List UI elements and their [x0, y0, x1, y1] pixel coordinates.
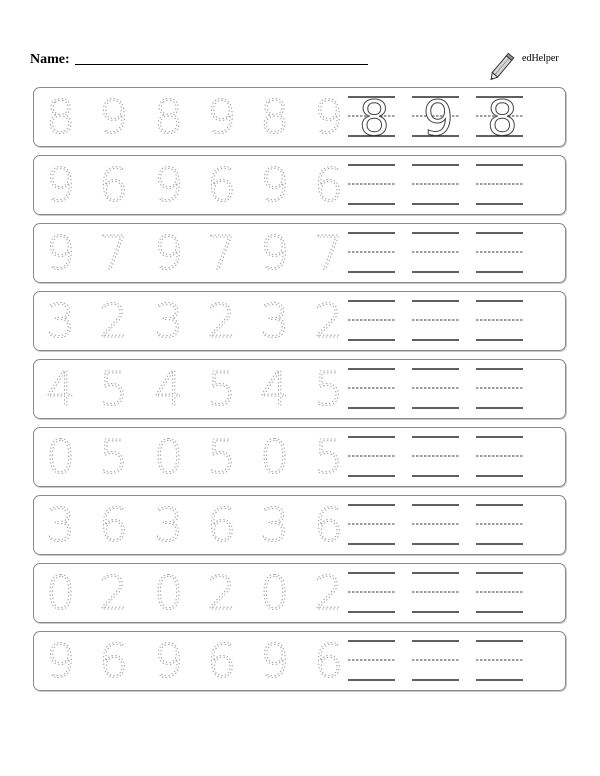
- brand-label: edHelper: [522, 53, 559, 64]
- trace-digit: 9: [46, 158, 76, 212]
- name-label: Name:: [30, 52, 70, 67]
- trace-digit: 2: [99, 294, 129, 348]
- trace-digit: 4: [154, 362, 184, 416]
- trace-digit: 9: [260, 226, 290, 280]
- tracing-row: [33, 87, 566, 147]
- trace-digit: 5: [314, 430, 344, 484]
- example-digit: 8: [359, 91, 390, 146]
- trace-digit: 6: [99, 498, 129, 552]
- writing-box[interactable]: [348, 505, 395, 544]
- tracing-row: [33, 155, 566, 215]
- tracing-row-graphic: [34, 224, 565, 282]
- trace-digit: 6: [99, 634, 129, 688]
- writing-box[interactable]: [348, 301, 395, 340]
- trace-digit: 2: [314, 566, 344, 620]
- tracing-row-graphic: [34, 564, 565, 622]
- writing-box[interactable]: [476, 165, 523, 204]
- writing-box[interactable]: [348, 641, 395, 680]
- trace-digit: 5: [99, 362, 129, 416]
- writing-box[interactable]: [348, 91, 395, 146]
- trace-digit: 6: [314, 498, 344, 552]
- writing-box[interactable]: [348, 369, 395, 408]
- trace-digit: 3: [260, 294, 290, 348]
- trace-digit: 3: [154, 498, 184, 552]
- trace-digit: 3: [46, 498, 76, 552]
- writing-box[interactable]: [412, 641, 459, 680]
- trace-digit: 6: [207, 498, 237, 552]
- tracing-row-graphic: [34, 88, 565, 146]
- writing-box[interactable]: [412, 573, 459, 612]
- writing-box[interactable]: [348, 573, 395, 612]
- tracing-row-graphic: [34, 496, 565, 554]
- trace-digit: 5: [207, 362, 237, 416]
- trace-digit: 5: [207, 430, 237, 484]
- trace-digit: 6: [207, 634, 237, 688]
- writing-box[interactable]: [412, 437, 459, 476]
- trace-digit: 0: [154, 566, 184, 620]
- worksheet-header: [30, 46, 570, 86]
- writing-box[interactable]: [476, 91, 523, 146]
- trace-digit: 7: [314, 226, 344, 280]
- writing-box[interactable]: [348, 233, 395, 272]
- trace-digit: 8: [46, 90, 76, 144]
- writing-box[interactable]: [476, 233, 523, 272]
- tracing-row: [33, 223, 566, 283]
- tracing-row-graphic: [34, 360, 565, 418]
- trace-digit: 5: [314, 362, 344, 416]
- writing-box[interactable]: [476, 505, 523, 544]
- trace-digit: 7: [207, 226, 237, 280]
- trace-digit: 6: [207, 158, 237, 212]
- writing-box[interactable]: [412, 301, 459, 340]
- trace-digit: 0: [154, 430, 184, 484]
- tracing-row: [33, 359, 566, 419]
- trace-digit: 0: [260, 566, 290, 620]
- writing-box[interactable]: [348, 437, 395, 476]
- writing-box[interactable]: [412, 233, 459, 272]
- example-digit: 9: [423, 91, 454, 146]
- trace-digit: 9: [260, 158, 290, 212]
- writing-box[interactable]: [476, 369, 523, 408]
- trace-digit: 0: [260, 430, 290, 484]
- trace-digit: 8: [260, 90, 290, 144]
- writing-box[interactable]: [412, 91, 459, 146]
- tracing-row-graphic: [34, 428, 565, 486]
- writing-box[interactable]: [476, 301, 523, 340]
- trace-digit: 9: [154, 158, 184, 212]
- trace-digit: 9: [46, 226, 76, 280]
- writing-box[interactable]: [476, 641, 523, 680]
- trace-digit: 5: [99, 430, 129, 484]
- trace-digit: 2: [99, 566, 129, 620]
- trace-digit: 6: [314, 634, 344, 688]
- tracing-row-graphic: [34, 292, 565, 350]
- trace-digit: 9: [99, 90, 129, 144]
- trace-digit: 2: [314, 294, 344, 348]
- tracing-rows: [33, 87, 566, 699]
- trace-digit: 6: [314, 158, 344, 212]
- tracing-row-graphic: [34, 156, 565, 214]
- tracing-row: [33, 291, 566, 351]
- trace-digit: 9: [207, 90, 237, 144]
- trace-digit: 2: [207, 294, 237, 348]
- trace-digit: 9: [314, 90, 344, 144]
- trace-digit: 2: [207, 566, 237, 620]
- tracing-row: [33, 427, 566, 487]
- trace-digit: 9: [154, 226, 184, 280]
- trace-digit: 3: [46, 294, 76, 348]
- writing-box[interactable]: [476, 437, 523, 476]
- example-digit: 8: [487, 91, 518, 146]
- tracing-row-graphic: [34, 632, 565, 690]
- tracing-row: [33, 631, 566, 691]
- writing-box[interactable]: [412, 165, 459, 204]
- trace-digit: 0: [46, 430, 76, 484]
- trace-digit: 7: [99, 226, 129, 280]
- tracing-row: [33, 495, 566, 555]
- trace-digit: 9: [46, 634, 76, 688]
- tracing-row: [33, 563, 566, 623]
- pencil-icon: [488, 49, 518, 83]
- writing-box[interactable]: [412, 369, 459, 408]
- trace-digit: 4: [260, 362, 290, 416]
- trace-digit: 9: [260, 634, 290, 688]
- trace-digit: 9: [154, 634, 184, 688]
- writing-box[interactable]: [476, 573, 523, 612]
- trace-digit: 3: [260, 498, 290, 552]
- trace-digit: 4: [46, 362, 76, 416]
- writing-box[interactable]: [348, 165, 395, 204]
- writing-box[interactable]: [412, 505, 459, 544]
- trace-digit: 0: [46, 566, 76, 620]
- trace-digit: 6: [99, 158, 129, 212]
- trace-digit: 3: [154, 294, 184, 348]
- name-line[interactable]: [75, 64, 368, 65]
- trace-digit: 8: [154, 90, 184, 144]
